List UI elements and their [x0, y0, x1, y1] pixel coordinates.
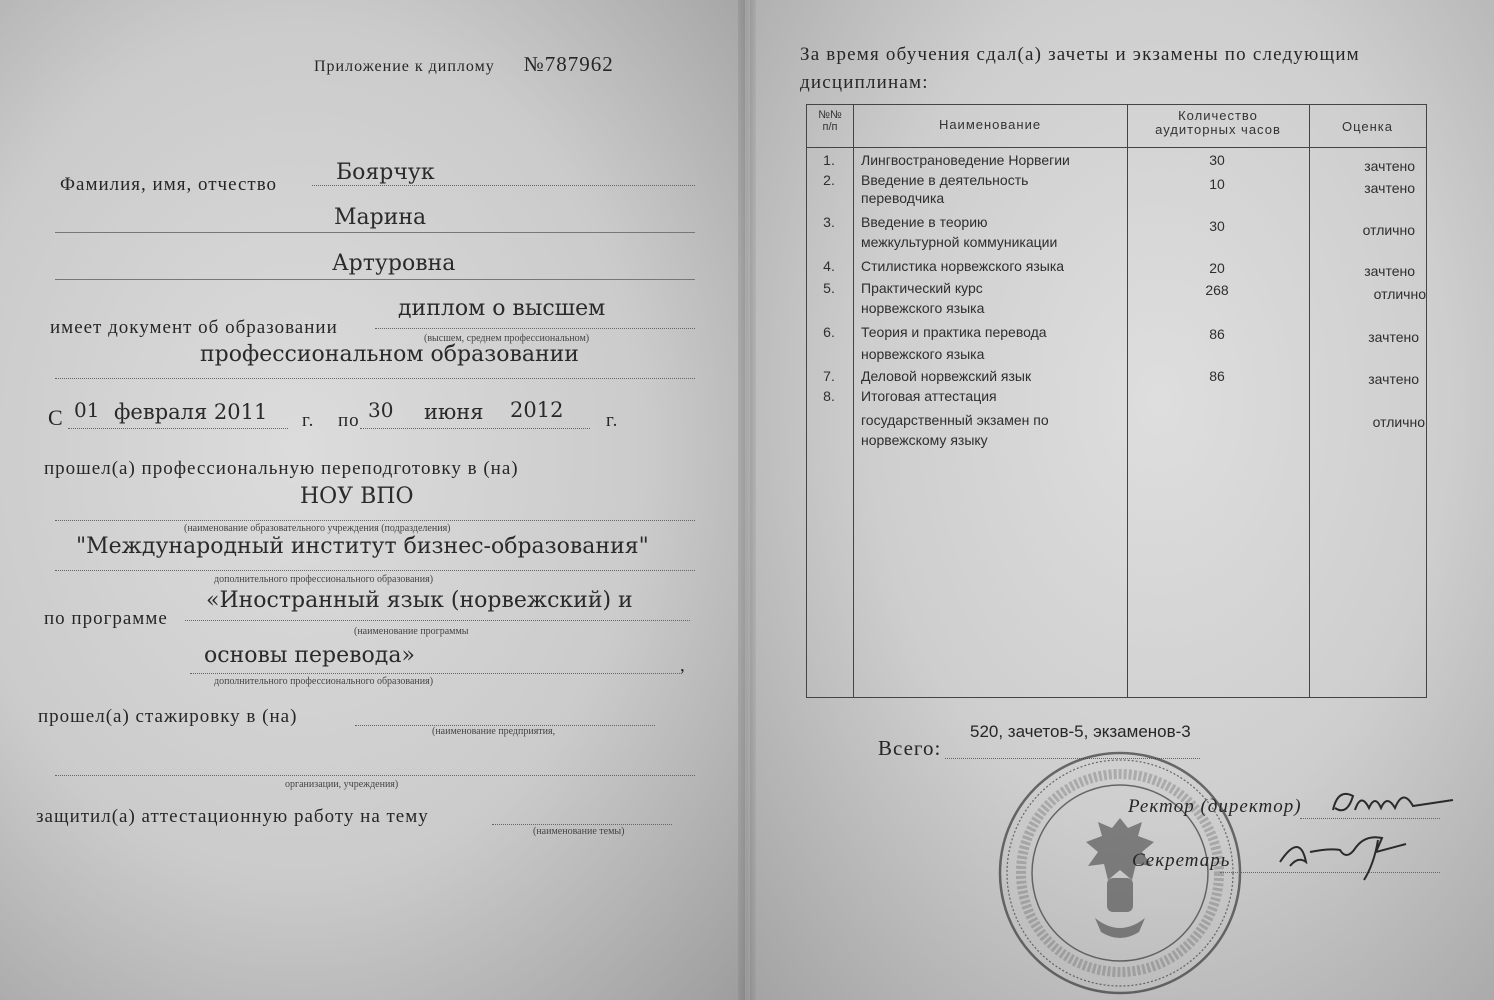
period-from-month-year: февраля 2011	[114, 400, 268, 424]
row-8-num: 8.	[823, 388, 835, 404]
row-3-grade: отлично	[1362, 222, 1415, 238]
institution-line	[55, 520, 695, 521]
row-7-hours: 86	[1209, 368, 1225, 384]
secretary-signature-image	[1270, 822, 1430, 892]
intro-line-1: За время обучения сдал(а) зачеты и экзамены по следующим	[800, 44, 1360, 65]
edu-doc-value-1: диплом о высшем	[398, 296, 606, 321]
diploma-number: №787962	[523, 52, 614, 76]
row-3-hours: 30	[1209, 218, 1225, 234]
row-1-num: 1.	[823, 152, 835, 168]
patronymic-line	[55, 279, 695, 280]
row-7-name: Деловой норвежский язык	[861, 368, 1032, 384]
period-year-abbr-1: г.	[302, 410, 315, 431]
disciplines-table	[806, 104, 1427, 698]
row-2-num: 2.	[823, 172, 835, 188]
row-1-hours: 30	[1209, 152, 1225, 168]
row-1-grade: зачтено	[1364, 158, 1415, 174]
institution-full: "Международный институт бизнес-образования"	[76, 534, 649, 559]
row-2-hours: 10	[1209, 176, 1225, 192]
col-divider-1	[853, 105, 854, 697]
row-6-name-2: норвежского языка	[861, 346, 985, 362]
row-5-name-2: норвежского языка	[861, 300, 985, 316]
official-seal-image	[995, 748, 1245, 998]
row-4-name: Стилистика норвежского языка	[861, 258, 1065, 274]
row-6-name-1: Теория и практика перевода	[861, 324, 1047, 340]
period-from-day: 01	[74, 398, 100, 422]
total-label: Всего:	[878, 736, 942, 760]
total-value: 520, зачетов-5, экзаменов-3	[970, 722, 1191, 741]
edu-doc-line-2	[55, 378, 695, 379]
institution-hint-2: дополнительного профессионального образования)	[214, 574, 434, 585]
row-2-grade: зачтено	[1364, 180, 1415, 196]
row-8-name-3: норвежскому языку	[861, 432, 988, 448]
intro-line-2: дисциплинам:	[800, 72, 929, 93]
row-4-grade: зачтено	[1364, 263, 1415, 279]
period-from-prefix: С	[48, 405, 64, 430]
program-line-2	[190, 673, 680, 674]
row-5-num: 5.	[823, 280, 835, 296]
edu-doc-hint: (высшем, среднем профессиональном)	[424, 333, 590, 344]
period-to-year: 2012	[510, 398, 564, 422]
row-7-num: 7.	[823, 368, 835, 384]
page-fold	[738, 0, 756, 1000]
header-hours	[1127, 109, 1309, 137]
program-comma: ,	[680, 655, 686, 676]
thesis-line	[492, 824, 672, 825]
col-divider-3	[1309, 105, 1310, 697]
internship-label: прошел(а) стажировку в (на)	[38, 706, 298, 727]
rector-label: Ректор (директор)	[1128, 796, 1302, 817]
header-divider	[807, 147, 1426, 148]
row-6-hours: 86	[1209, 326, 1225, 342]
header-name: Наименование	[938, 117, 1042, 132]
institution-short: НОУ ВПО	[300, 484, 414, 509]
edu-doc-line	[375, 328, 695, 329]
row-1-name: Лингвострановедение Норвегии	[861, 152, 1070, 168]
row-6-num: 6.	[823, 324, 835, 340]
fio-label: Фамилия, имя, отчество	[60, 174, 278, 195]
period-to-line	[360, 428, 590, 429]
row-3-num: 3.	[823, 214, 835, 230]
internship-hint: (наименование предприятия,	[432, 726, 556, 737]
header-num-1: №№	[818, 109, 842, 121]
program-line	[185, 620, 690, 621]
row-8-name-1: Итоговая аттестация	[861, 388, 997, 404]
header-hours-1: Количество	[1178, 108, 1258, 123]
institution-hint: (наименование образовательного учреждения (подразделения)	[184, 523, 451, 534]
period-from-line	[68, 428, 288, 429]
row-3-name-2: межкультурной коммуникации	[861, 234, 1058, 250]
appendix-header-label: Приложение к диплому	[314, 58, 495, 75]
row-5-name-1: Практический курс	[861, 280, 983, 296]
internship-hint-2: организации, учреждения)	[285, 779, 399, 790]
program-value-1: «Иностранный язык (норвежский) и	[206, 588, 633, 613]
row-8-grade: отлично	[1372, 414, 1425, 430]
patronymic: Артуровна	[332, 251, 456, 276]
header-hours-2: аудиторных часов	[1155, 122, 1281, 137]
header-grade: Оценка	[1341, 119, 1394, 134]
row-8-name-2: государственный экзамен по	[861, 412, 1049, 428]
program-hint-2: дополнительного профессионального образования)	[214, 676, 434, 687]
internship-line-2	[55, 775, 695, 776]
row-3-name-1: Введение в теорию	[861, 214, 988, 230]
row-2-name-1: Введение в деятельность	[861, 172, 1029, 188]
name-line	[55, 232, 695, 233]
retraining-label: прошел(а) профессиональную переподготовку в (на)	[44, 458, 519, 479]
seal-dotted-ring	[1007, 760, 1233, 986]
institution-line-2	[55, 570, 695, 571]
first-name: Марина	[334, 205, 427, 230]
thesis-hint: (наименование темы)	[533, 826, 625, 837]
row-5-grade: отлично	[1373, 286, 1426, 302]
period-to-day: 30	[368, 398, 394, 422]
appendix-header	[314, 52, 614, 77]
row-5-hours: 268	[1205, 282, 1229, 298]
period-to-month: июня	[424, 400, 484, 424]
edu-doc-value-2: профессиональном образовании	[200, 342, 579, 367]
row-4-hours: 20	[1209, 260, 1225, 276]
period-year-abbr-2: г.	[606, 410, 619, 431]
program-value-2: основы перевода»	[204, 643, 415, 668]
edu-doc-label: имеет документ об образовании	[50, 317, 338, 338]
row-2-name-2: переводчика	[861, 190, 945, 206]
thesis-label: защитил(а) аттестационную работу на тему	[36, 806, 429, 827]
program-hint: (наименование программы	[354, 626, 469, 637]
col-divider-2	[1127, 105, 1128, 697]
row-6-grade: зачтено	[1368, 329, 1419, 345]
period-to-label: по	[338, 410, 360, 431]
program-label: по программе	[44, 608, 168, 629]
header-num-2: п/п	[822, 121, 838, 133]
surname-line	[312, 185, 695, 186]
secretary-label: Секретарь	[1132, 850, 1231, 871]
seal-outer-ring	[1000, 753, 1240, 993]
row-4-num: 4.	[823, 258, 835, 274]
row-7-grade: зачтено	[1368, 371, 1419, 387]
seal-eagle-emblem	[1086, 818, 1154, 938]
surname: Боярчук	[336, 160, 435, 185]
header-num	[807, 109, 853, 133]
